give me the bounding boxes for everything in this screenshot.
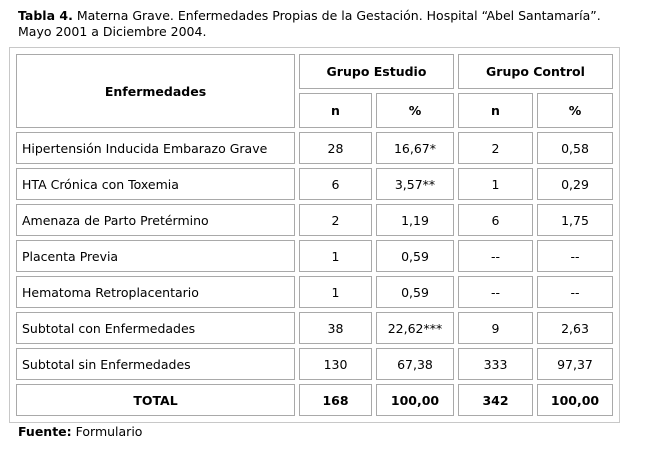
estudio-pct-cell: 16,67* xyxy=(376,132,454,164)
row-label: Placenta Previa xyxy=(16,240,295,272)
row-label: Subtotal sin Enfermedades xyxy=(16,348,295,380)
total-control-n: 342 xyxy=(458,384,533,416)
estudio-n-cell: 28 xyxy=(299,132,372,164)
header-control-pct: % xyxy=(537,93,613,128)
control-n-cell: 333 xyxy=(458,348,533,380)
estudio-pct-cell: 0,59 xyxy=(376,240,454,272)
estudio-pct-cell: 67,38 xyxy=(376,348,454,380)
control-n-cell: -- xyxy=(458,240,533,272)
estudio-pct-cell: 3,57** xyxy=(376,168,454,200)
table-caption xyxy=(18,8,638,40)
table-row xyxy=(16,240,613,272)
estudio-n-cell: 6 xyxy=(299,168,372,200)
table-row xyxy=(16,168,613,200)
estudio-pct-cell: 22,62*** xyxy=(376,312,454,344)
estudio-n-cell: 130 xyxy=(299,348,372,380)
table-row xyxy=(16,348,613,380)
header-grupo-estudio: Grupo Estudio xyxy=(299,54,454,89)
table-footer xyxy=(18,424,142,439)
total-estudio-n: 168 xyxy=(299,384,372,416)
control-n-cell: 6 xyxy=(458,204,533,236)
control-pct-cell: 0,58 xyxy=(537,132,613,164)
control-n-cell: 9 xyxy=(458,312,533,344)
estudio-n-cell: 2 xyxy=(299,204,372,236)
control-n-cell: 1 xyxy=(458,168,533,200)
control-pct-cell: -- xyxy=(537,240,613,272)
table-frame xyxy=(9,47,620,423)
row-label: HTA Crónica con Toxemia xyxy=(16,168,295,200)
header-row-groups xyxy=(16,54,613,89)
data-table xyxy=(12,50,617,420)
control-pct-cell: 0,29 xyxy=(537,168,613,200)
row-label: Subtotal con Enfermedades xyxy=(16,312,295,344)
footer-label: Fuente: xyxy=(18,424,72,439)
control-pct-cell: -- xyxy=(537,276,613,308)
control-pct-cell: 1,75 xyxy=(537,204,613,236)
header-control-n: n xyxy=(458,93,533,128)
footer-text: Formulario xyxy=(75,424,143,439)
control-n-cell: -- xyxy=(458,276,533,308)
table-row xyxy=(16,204,613,236)
row-label: Amenaza de Parto Pretérmino xyxy=(16,204,295,236)
control-pct-cell: 2,63 xyxy=(537,312,613,344)
row-label: Hematoma Retroplacentario xyxy=(16,276,295,308)
estudio-n-cell: 1 xyxy=(299,240,372,272)
row-label: Hipertensión Inducida Embarazo Grave xyxy=(16,132,295,164)
header-enfermedades: Enfermedades xyxy=(16,54,295,128)
total-row xyxy=(16,384,613,416)
control-n-cell: 2 xyxy=(458,132,533,164)
header-grupo-control: Grupo Control xyxy=(458,54,613,89)
estudio-n-cell: 1 xyxy=(299,276,372,308)
estudio-pct-cell: 1,19 xyxy=(376,204,454,236)
estudio-pct-cell: 0,59 xyxy=(376,276,454,308)
total-control-pct: 100,00 xyxy=(537,384,613,416)
table-row xyxy=(16,276,613,308)
total-label: TOTAL xyxy=(16,384,295,416)
control-pct-cell: 97,37 xyxy=(537,348,613,380)
caption-text: Materna Grave. Enfermedades Propias de la Gestación. Hospital “Abel Santamaría”. Mayo 2001 a Diciembre 2004. xyxy=(18,8,601,39)
estudio-n-cell: 38 xyxy=(299,312,372,344)
total-estudio-pct: 100,00 xyxy=(376,384,454,416)
header-estudio-pct: % xyxy=(376,93,454,128)
table-row xyxy=(16,312,613,344)
header-estudio-n: n xyxy=(299,93,372,128)
caption-label: Tabla 4. xyxy=(18,8,73,23)
table-row xyxy=(16,132,613,164)
